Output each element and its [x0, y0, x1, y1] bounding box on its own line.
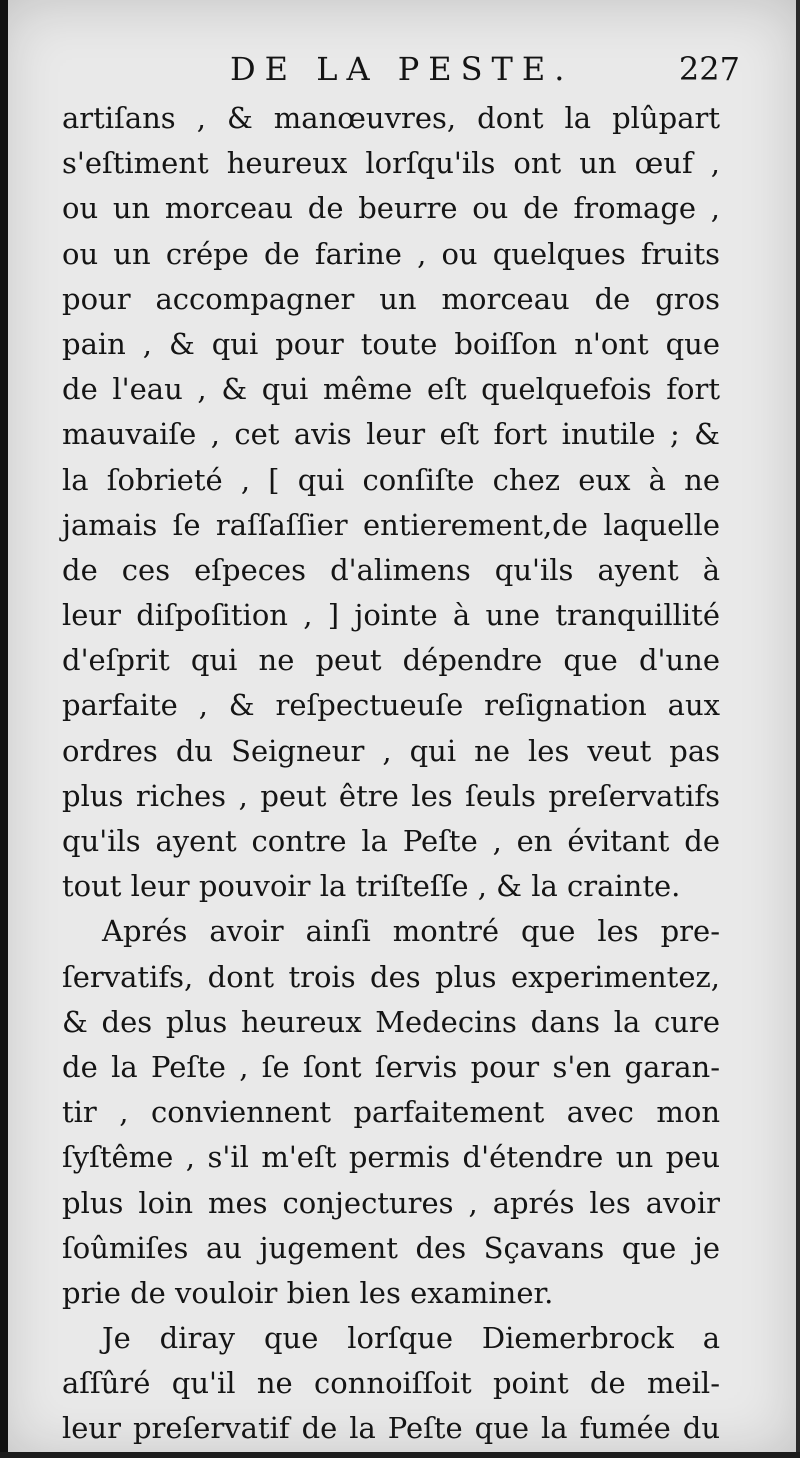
running-head: [60, 50, 740, 90]
text-line: ſervatifs, dont trois des plus experimentez,: [62, 959, 720, 994]
text-line: qu'ils ayent contre la Peſte , en évitant de: [62, 824, 720, 858]
page-edge: [796, 0, 800, 1458]
text-line: ſyſtême , s'il m'eſt permis d'étendre un peu: [62, 1140, 720, 1175]
text-line: Je diray que lorſque Diemerbrock a: [102, 1321, 720, 1356]
text-line: plus loin mes conjectures , aprés les avoir: [62, 1185, 720, 1220]
text-line: aſſûré qu'il ne connoiſſoit point de meil-: [62, 1366, 720, 1401]
paragraph: [62, 1316, 720, 1452]
paragraph: [62, 909, 720, 1316]
text-line: ſoûmiſes au jugement des Sçavans que je: [62, 1230, 720, 1265]
text-line: s'eſtiment heureux lorſqu'ils ont un œuf ,: [62, 146, 720, 181]
text-line: & des plus heureux Medecins dans la cure: [62, 1004, 720, 1039]
text-line: la ſobrieté , [ qui conſiſte chez eux à ne: [62, 462, 720, 497]
text-line: ou un morceau de beurre ou de fromage ,: [62, 191, 720, 226]
text-line: mauvaiſe , cet avis leur eſt fort inutile ; &: [62, 417, 720, 452]
text-line: pour accompagner un morceau de gros: [62, 281, 720, 316]
text-line: de la Peſte , ſe ſont ſervis pour s'en garan-: [62, 1049, 720, 1084]
text-line: tir , conviennent parfaitement avec mon: [62, 1095, 720, 1130]
text-line: jamais ſe raſſaſſier entierement,de laquelle: [62, 507, 720, 542]
text-line: ou un crépe de farine , ou quelques fruits: [62, 236, 720, 271]
page-number: 227: [678, 50, 740, 88]
text-line: ordres du Seigneur , qui ne les veut pas: [62, 733, 720, 768]
text-line: de l'eau , & qui même eſt quelquefois fort: [62, 372, 720, 407]
text-line: de ces eſpeces d'alimens qu'ils ayent à: [62, 552, 720, 587]
text-line: parfaite , & reſpectueuſe reſignation aux: [62, 688, 720, 723]
text-line: plus riches , peut être les ſeuls preſervatifs: [62, 778, 720, 813]
page-bottom-edge: [0, 1452, 800, 1458]
text-line: leur preſervatif de la Peſte que la fumée du: [62, 1411, 720, 1446]
text-line: artiſans , & manœuvres, dont la plûpart: [62, 101, 720, 135]
text-line: prie de vouloir bien les examiner.: [62, 1275, 554, 1310]
text-block: [62, 96, 720, 1452]
text-line: leur diſpoſition , ] jointe à une tranquillité: [62, 598, 720, 633]
text-line: d'eſprit qui ne peut dépendre que d'une: [62, 643, 720, 678]
text-line: pain , & qui pour toute boiſſon n'ont que: [62, 326, 720, 361]
binding-shadow: [0, 0, 8, 1458]
running-title: DE LA PESTE.: [230, 50, 574, 88]
text-line: Aprés avoir ainſi montré que les pre-: [102, 914, 720, 949]
paragraph: [62, 96, 720, 909]
text-line: tout leur pouvoir la triſteſſe , & la crainte.: [62, 869, 681, 904]
